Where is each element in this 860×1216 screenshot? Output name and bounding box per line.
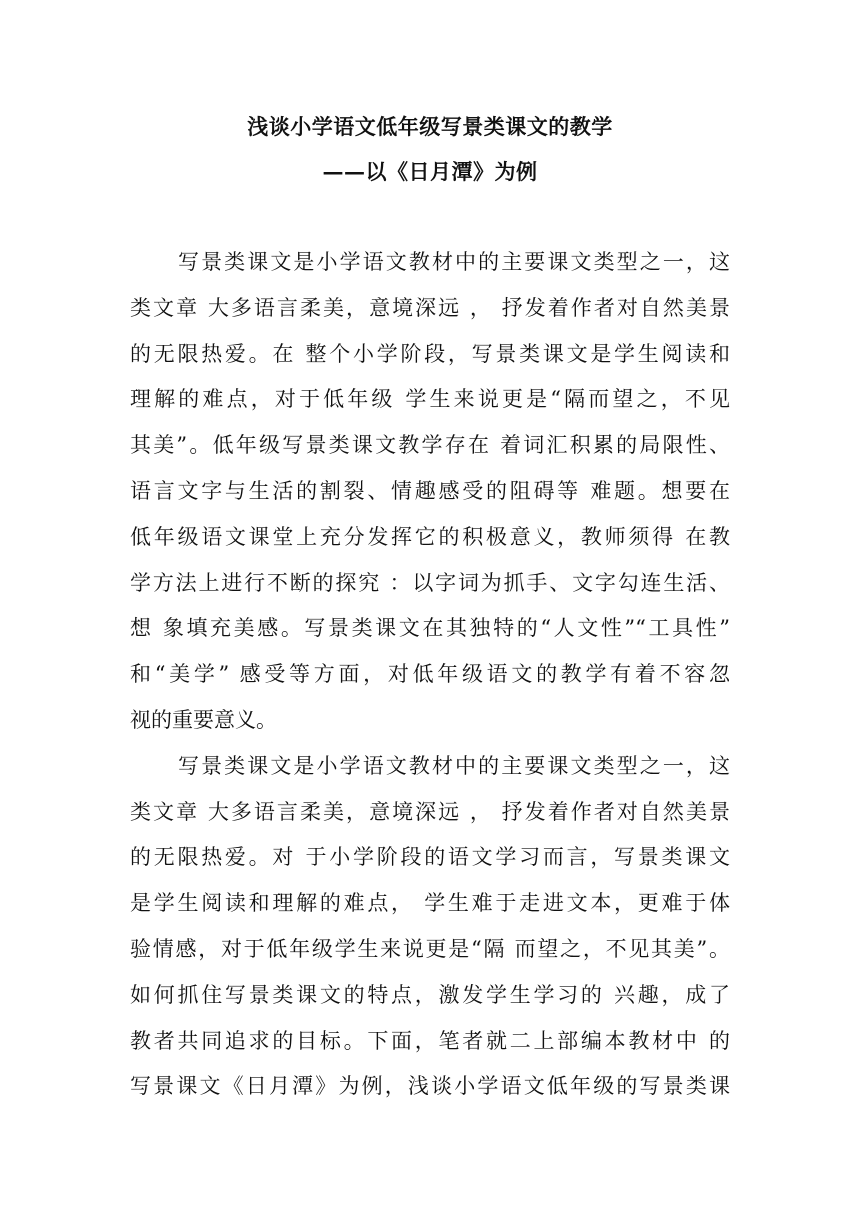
paragraph-line: 低年级语文课堂上充分发挥它的积极意义，教师须得 在教 — [130, 524, 730, 549]
paragraph-line: 视的重要意义。 — [130, 707, 277, 732]
paragraph-line: 如何抓住写景类课文的特点，激发学生学习的 兴趣，成了 — [130, 982, 730, 1007]
paragraph-line: 类文章 大多语言柔美，意境深远 ， 抒发着作者对自然美景 — [130, 295, 730, 320]
document-title: 浅谈小学语文低年级写景类课文的教学 — [247, 114, 613, 139]
paragraph-line: 语言文字与生活的割裂、情趣感受的阻碍等 难题。想要在 — [130, 478, 730, 503]
paragraph-line: 其美”。低年级写景类课文教学存在 着词汇积累的局限性、 — [130, 433, 730, 458]
paragraph-line: 是学生阅读和理解的难点， 学生难于走进文本，更难于体 — [130, 891, 730, 916]
paragraph-line: 的无限热爱。在 整个小学阶段，写景类课文是学生阅读和 — [130, 341, 730, 366]
document-body — [130, 240, 730, 1110]
paragraph-line: 的无限热爱。对 于小学阶段的语文学习而言，写景类课文 — [130, 845, 730, 870]
paragraph-2 — [130, 744, 730, 1110]
paragraph-1 — [130, 240, 730, 744]
paragraph-line: 和“美学” 感受等方面，对低年级语文的教学有着不容忽 — [130, 662, 730, 687]
paragraph-line: 写景课文《日月潭》为例，浅谈小学语文低年级的写景类课 — [130, 1074, 730, 1099]
paragraph-line: 写景类课文是小学语文教材中的主要课文类型之一，这 — [178, 753, 730, 778]
paragraph-line: 验情感，对于低年级学生来说更是“隔 而望之，不见其美”。 — [130, 936, 730, 961]
paragraph-line: 想 象填充美感。写景类课文在其独特的“人文性”“工具性” — [130, 616, 730, 641]
document-subtitle: ——以《日月潭》为例 — [322, 159, 538, 184]
paragraph-line: 理解的难点，对于低年级 学生来说更是“隔而望之，不见 — [130, 387, 730, 412]
paragraph-line: 类文章 大多语言柔美，意境深远 ， 抒发着作者对自然美景 — [130, 799, 730, 824]
paragraph-line: 教者共同追求的目标。下面，笔者就二上部编本教材中 的 — [130, 1028, 730, 1053]
paragraph-line: 学方法上进行不断的探究 ：以字词为抓手、文字勾连生活、 — [130, 570, 730, 595]
paragraph-line: 写景类课文是小学语文教材中的主要课文类型之一，这 — [178, 250, 730, 274]
